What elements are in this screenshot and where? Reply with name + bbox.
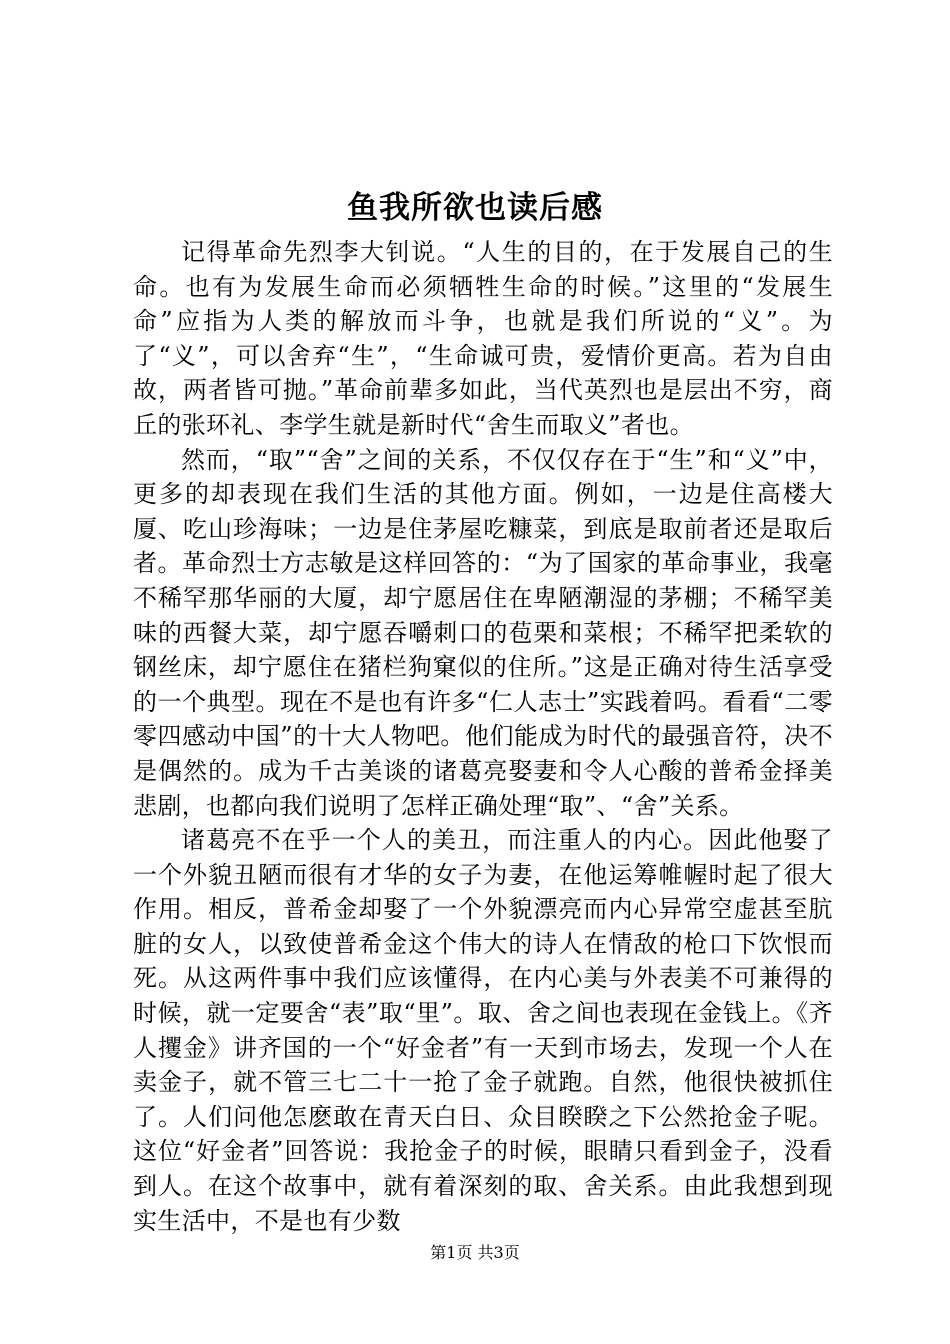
document-title: 鱼我所欲也读后感 [347, 190, 603, 226]
page-footer: 第1页 共3页 [430, 1243, 520, 1262]
paragraph-1: 记得革命先烈李大钊说。“人生的目的，在于发展自己的生命。也有为发展生命而必须牺牲生命的时候。”这里的“发展生命”应指为人类的解放而斗争，也就是我们所说的“义”。为了“义”，可以舍弃“生”，“生命诚可贵，爱情价更高。若为自由故，两者皆可抛。”革命前辈多如此，当代英烈也是层出不穷，商丘的张环礼、李学生就是新时代“舍生而取义”者也。 [133, 238, 833, 439]
paragraph-3: 诸葛亮不在乎一个人的美丑，而注重人的内心。因此他娶了一个外貌丑陋而很有才华的女子为妻，在他运筹帷幄时起了很大作用。相反，普希金却娶了一个外貌漂亮而内心异常空虚甚至肮脏的女人，以致使普希金这个伟大的诗人在情敌的枪口下饮恨而死。从这两件事中我们应该懂得，在内心美与外表美不可兼得的时候，就一定要舍“表”取“里”。取、舍之间也表现在金钱上。《齐人攫金》讲齐国的一个“好金者”有一天到市场去，发现一个人在卖金子，就不管三七二十一抢了金子就跑。自然，他很快被抓住了。人们问他怎麽敢在青天白日、众目睽睽之下公然抢金子呢。这位“好金者”回答说：我抢金子的时候，眼睛只看到金子，没看到人。在这个故事中，就有着深刻的取、舍关系。由此我想到现实生活中，不是也有少数 [133, 826, 833, 1235]
paragraph-2: 然而，“取”“舍”之间的关系，不仅仅存在于“生”和“义”中，更多的却表现在我们生活的其他方面。例如，一边是住高楼大厦、吃山珍海味；一边是住茅屋吃糠菜，到底是取前者还是取后者。革命烈士方志敏是这样回答的：“为了国家的革命事业，我毫不稀罕那华丽的大厦，却宁愿居住在卑陋潮湿的茅棚；不稀罕美味的西餐大菜，却宁愿吞嚼刺口的苞栗和菜根；不稀罕把柔软的钢丝床，却宁愿住在猪栏狗窠似的住所。”这是正确对待生活享受的一个典型。现在不是也有许多“仁人志士”实践着吗。看看“二零零四感动中国”的十大人物吧。他们能成为时代的最强音符，决不是偶然的。成为千古美谈的诸葛亮娶妻和令人心酸的普希金择美悲剧，也都向我们说明了怎样正确处理“取”、“舍”关系。 [133, 445, 833, 820]
document-body [133, 235, 833, 1238]
